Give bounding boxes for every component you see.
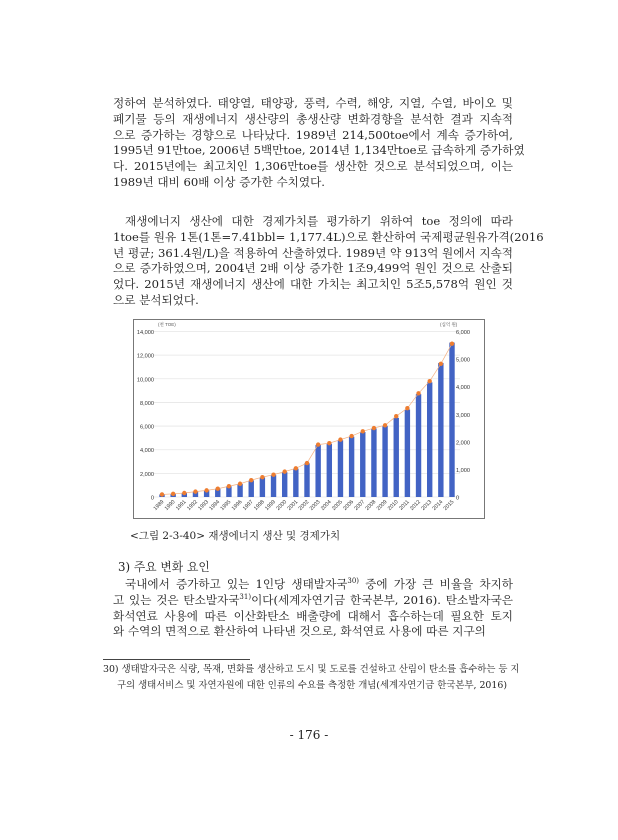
x-tick-label: 1992 [186,499,199,512]
x-tick-label: 1994 [208,499,222,512]
footnote-ref[interactable]: 30) [347,577,360,585]
value-point [394,414,398,418]
text-segment: 국내에서 증가하고 있는 1인당 생태발자국 [125,577,348,591]
bar [338,440,343,497]
bar [271,475,276,497]
y2-axis-unit: (십억 원) [440,322,458,327]
x-tick-label: 2014 [431,499,445,512]
text-line [113,577,513,593]
text-line: 1995년 91만toe, 2006년 5백만toe, 2014년 1,134만toe로 급속하게 증가하였 [113,143,525,158]
bar [260,477,265,497]
y2-tick-label: 1,000 [456,467,470,474]
bar [304,463,309,497]
value-point [383,423,387,427]
y-tick-label: 8,000 [140,400,154,407]
bar [371,428,376,497]
text-line: 었다. 2015년 재생에너지 생산에 대한 가치는 최고치인 5조5,578억 원인 것 [113,277,513,292]
value-point [182,491,186,495]
x-tick-label: 1993 [197,499,211,512]
text-line: 으로 분석되었다. [113,292,199,307]
y2-tick-label: 6,000 [456,330,470,336]
value-point [427,379,431,383]
text-line: 와 수역의 면적으로 환산하여 나타낸 것으로, 화석연료 사용에 따른 지구의 [113,624,486,639]
value-point [249,478,253,482]
y2-tick-label: 0 [456,495,460,502]
x-tick-label: 2003 [308,499,322,512]
x-tick-label: 1989 [152,499,166,512]
text-line: 으로 증가하였으며, 2004년 2배 이상 증가한 1조9,499억 원인 것으로 산출되 [113,261,513,276]
y-tick-label: 10,000 [136,377,154,384]
x-tick-label: 2004 [319,499,333,512]
figure-chart [133,319,485,519]
value-point [227,484,231,488]
text-line: 정하여 분석하였다. 태양열, 태양광, 풍력, 수력, 해양, 지열, 수열, 바이오 및 [113,96,513,110]
bar [438,363,443,497]
y-tick-label: 6,000 [140,424,154,431]
value-point [316,442,320,446]
bar [405,410,410,497]
text-line: 30) 생태발자국은 식량, 목재, 면화를 생산하고 도시 및 도로를 건설하고 산림이 탄소를 흡수하는 등 지 [103,664,520,675]
value-point [439,362,443,366]
value-point [238,482,242,486]
value-point [193,489,197,493]
x-tick-label: 1999 [264,499,277,512]
value-point [305,461,309,465]
value-point [271,472,275,476]
x-tick-label: 1991 [174,499,188,512]
y2-tick-label: 3,000 [456,412,470,419]
x-tick-label: 2009 [375,499,389,512]
x-tick-label: 2002 [297,499,311,512]
footnote [103,663,520,695]
value-point [171,492,175,496]
x-tick-label: 2010 [386,499,400,512]
value-point [282,469,286,473]
bar [327,444,332,497]
bar [416,394,421,497]
bar [360,432,365,497]
text-line [113,593,513,609]
value-point [294,466,298,470]
y-tick-label: 4,000 [140,448,154,455]
x-tick-label: 2007 [353,499,367,512]
footnote-ref[interactable]: 31) [239,592,252,601]
value-point [405,406,409,410]
paragraph-production-trend [113,96,525,191]
page-number: - 176 - [289,728,329,742]
bar [349,437,354,497]
y-tick-label: 0 [150,495,154,502]
bar [427,382,432,497]
section-heading: 3) 주요 변화 요인 [118,560,210,574]
value-point [160,492,164,496]
x-tick-label: 1996 [230,499,244,512]
bar [382,426,387,497]
y-tick-label: 14,000 [136,330,154,336]
x-tick-label: 2006 [342,499,356,512]
value-point [450,341,454,345]
x-tick-label: 2015 [442,499,456,512]
chart-svg [134,320,486,520]
value-point [416,391,420,395]
paragraph-economic-value [113,214,544,309]
text-segment: 이다(세계자연기금 한국본부, 2016). 탄소발자국은 [251,592,513,607]
text-segment: 중에 가장 큰 비율을 차지하 [359,577,513,591]
value-point [216,487,220,491]
y-tick-label: 12,000 [136,353,154,360]
x-tick-label: 1990 [163,499,177,512]
x-tick-label: 2012 [409,499,422,512]
text-line: 다. 2015년에는 최고치인 1,306만toe를 생산한 것으로 분석되었으며, 이는 [113,159,513,174]
x-tick-label: 2011 [398,499,411,512]
bar [449,343,454,497]
value-point [260,475,264,479]
bar [249,480,254,497]
footnote-divider [103,659,250,660]
y-tick-label: 2,000 [140,471,154,478]
paragraph-ecological-footprint [113,577,513,640]
value-point [338,437,342,441]
x-tick-label: 1997 [241,499,255,512]
text-line: 1989년 대비 60배 이상 증가한 수치였다. [113,174,325,189]
bar [293,469,298,497]
y2-tick-label: 2,000 [456,440,470,447]
text-line: 년 평균; 361.4원/L)을 적용하여 산출하였다. 1989년 약 913억 원에서 지속적 [113,245,513,260]
text-line: 화석연료 사용에 따른 이산화탄소 배출량에 대해서 흡수하는데 필요한 토지 [113,608,513,623]
y2-tick-label: 4,000 [456,385,470,392]
value-point [349,434,353,438]
text-line: 1toe를 원유 1톤(1톤=7.41bbl= 1,177.4L)으로 환산하여 국제평균원유가격(2016 [113,229,544,244]
bar [282,472,287,497]
x-tick-label: 2008 [364,499,378,512]
x-tick-label: 2001 [286,499,300,512]
y-axis-unit: (천 TOE) [158,322,176,327]
text-line: 구의 생태서비스 및 자연자원에 대한 인류의 수요를 측정한 개념(세계자연기금 한국본부, 2016) [117,679,507,691]
x-tick-label: 1995 [219,499,233,512]
bar [394,418,399,497]
text-line: 재생에너지 생산에 대한 경제가치를 평가하기 위하여 toe 정의에 따라 [125,214,513,228]
value-point [204,488,208,492]
x-tick-label: 2000 [275,499,289,512]
figure-caption: <그림 2-3-40> 재생에너지 생산 및 경제가치 [130,530,341,542]
text-line: 으로 증가하는 경향으로 나타났다. 1989년 214,500toe에서 계속 증가하여, [113,127,513,142]
x-tick-label: 2013 [420,499,434,512]
value-point [327,441,331,445]
value-point [372,426,376,430]
value-point [361,429,365,433]
x-tick-label: 2005 [331,499,344,512]
bar [315,445,320,497]
text-segment: 고 있는 것은 탄소발자국 [113,592,240,607]
text-line: 폐기물 등의 재생에너지 생산량의 총생산량 변화경향을 분석한 결과 지속적 [113,111,513,126]
y2-tick-label: 5,000 [456,357,470,364]
x-tick-label: 1998 [253,499,266,512]
